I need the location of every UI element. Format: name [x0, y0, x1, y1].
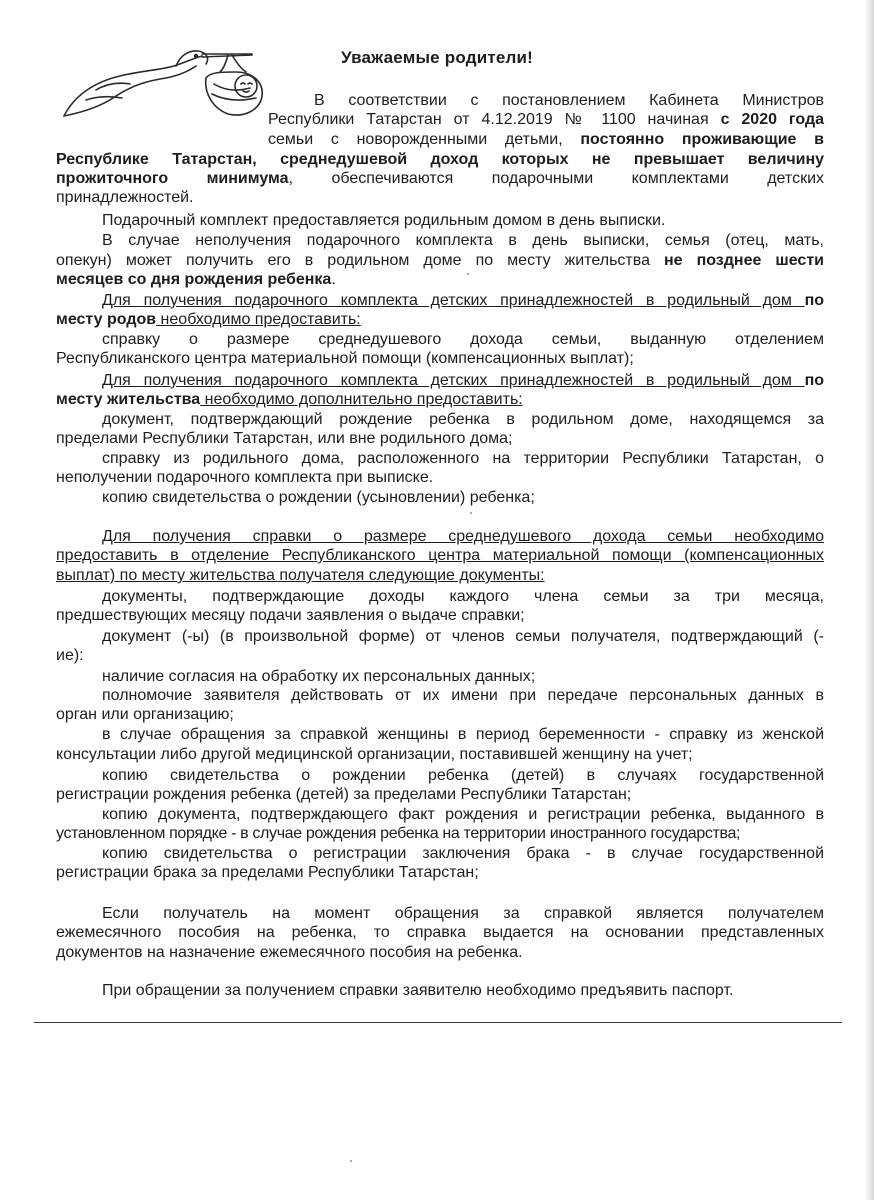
certificate-doc-1-line-1: документы, подтверждающие доходы каждого члена семьи за три месяца,: [102, 588, 824, 605]
certificate-doc-3: наличие согласия на обработку их персональных данных;: [102, 668, 536, 685]
monthly-allowance-line-2: ежемесячного пособия на ребенка, то справка выдается на основании представленных: [56, 924, 824, 941]
monthly-allowance-line-1: Если получатель на момент обращения за справкой является получателем: [102, 905, 824, 922]
residence-heading-line-1: Для получения подарочного комплекта детских принадлежностей в родильный дом по: [102, 372, 824, 389]
maternity-paragraph: Подарочный комплект предоставляется родильным домом в день выписки.: [102, 212, 666, 229]
certificate-doc-6-line-1: копию свидетельства о рождении ребенка (детей) в случаях государственной: [102, 767, 824, 784]
intro-line-1: В соответствии с постановлением Кабинета Министров: [314, 92, 824, 109]
certificate-doc-6-line-2: регистрации рождения ребенка (детей) за пределами Республики Татарстан;: [56, 786, 632, 803]
residence-item-2-line-2: неполучении подарочного комплекта при выписке.: [56, 469, 434, 486]
residence-heading-line-2: месту жительства необходимо дополнительно предоставить:: [56, 391, 523, 408]
scan-speck: [350, 1160, 352, 1162]
passport-paragraph: При обращении за получением справки заявителю необходимо предъявить паспорт.: [102, 982, 734, 999]
monthly-allowance-line-3: документов на назначение ежемесячного пособия на ребенка.: [56, 944, 523, 961]
certificate-heading-line-2: предоставить в отделение Республиканского центра материальной помощи (компенсационных: [56, 547, 824, 564]
certificate-heading-line-1: Для получения справки о размере среднедушевого дохода семьи необходимо: [102, 528, 824, 545]
bottom-rule: [34, 1022, 842, 1023]
birth-place-heading-line-2: месту родов необходимо предоставить:: [56, 311, 361, 328]
certificate-doc-2-line-1: документ (-ы) (в произвольной форме) от членов семьи получателя, подтверждающий (-: [102, 628, 824, 645]
residence-item-3: копию свидетельства о рождении (усыновлении) ребенка;: [102, 489, 535, 506]
intro-line-2: Республики Татарстан от 4.12.2019 № 1100 начиная с 2020 года: [268, 111, 825, 128]
intro-line-3: семьи с новорожденными детьми, постоянно проживающие в: [268, 131, 824, 148]
scan-speck: [470, 512, 472, 514]
intro-line-5: прожиточного минимума, обеспечиваются подарочными комплектами детских: [56, 170, 825, 187]
certificate-doc-4-line-1: полномочие заявителя действовать от их имени при передаче персональных данных в: [102, 687, 824, 704]
intro-line-4: Республике Татарстан, среднедушевой доход которых не превышает величину: [56, 151, 824, 168]
residence-item-1-line-2: пределами Республики Татарстан, или вне родильного дома;: [56, 430, 513, 447]
not-received-line-2: опекун) может получить его в родильном доме по месту жительства не позднее шести: [56, 252, 824, 269]
certificate-doc-5-line-2: консультации либо другой медицинской организации, поставившей женщину на учет;: [56, 746, 693, 763]
intro-line-6: принадлежностей.: [56, 189, 194, 206]
certificate-doc-7-line-2: установленном порядке - в случае рождения ребенка на территории иностранного государства;: [56, 825, 741, 842]
certificate-doc-1-line-2: предшествующих месяцу подачи заявления о выдаче справки;: [56, 607, 525, 624]
certificate-doc-7-line-1: копию документа, подтверждающего факт рождения и регистрации ребенка, выданного в: [102, 806, 824, 823]
certificate-doc-4-line-2: орган или организацию;: [56, 706, 234, 723]
not-received-line-1: В случае неполучения подарочного комплекта в день выписки, семья (отец, мать,: [102, 232, 824, 249]
certificate-doc-2-line-2: ие):: [56, 647, 84, 664]
residence-item-1-line-1: документ, подтверждающий рождение ребенка в родильном доме, находящемся за: [102, 411, 824, 428]
not-received-line-3: месяцев со дня рождения ребенка.: [56, 271, 336, 288]
certificate-doc-8-line-2: регистрации брака за пределами Республики Татарстан;: [56, 864, 479, 881]
certificate-heading-line-3: выплат) по месту жительства получателя следующие документы:: [56, 567, 545, 584]
residence-item-2-line-1: справку из родильного дома, расположенного на территории Республики Татарстан, о: [102, 450, 824, 467]
birth-place-item-line-1: справку о размере среднедушевого дохода семьи, выданную отделением: [102, 331, 824, 348]
certificate-doc-5-line-1: в случае обращения за справкой женщины в период беременности - справку из женской: [102, 726, 824, 743]
certificate-doc-8-line-1: копию свидетельства о регистрации заключения брака - в случае государственной: [102, 845, 824, 862]
birth-place-item-line-2: Республиканского центра материальной помощи (компенсационных выплат);: [56, 350, 634, 367]
birth-place-heading-line-1: Для получения подарочного комплекта детских принадлежностей в родильный дом по: [102, 292, 824, 309]
scan-page-edge: [864, 0, 874, 1200]
page-title: Уважаемые родители!: [340, 48, 534, 67]
scan-speck: [467, 273, 469, 275]
